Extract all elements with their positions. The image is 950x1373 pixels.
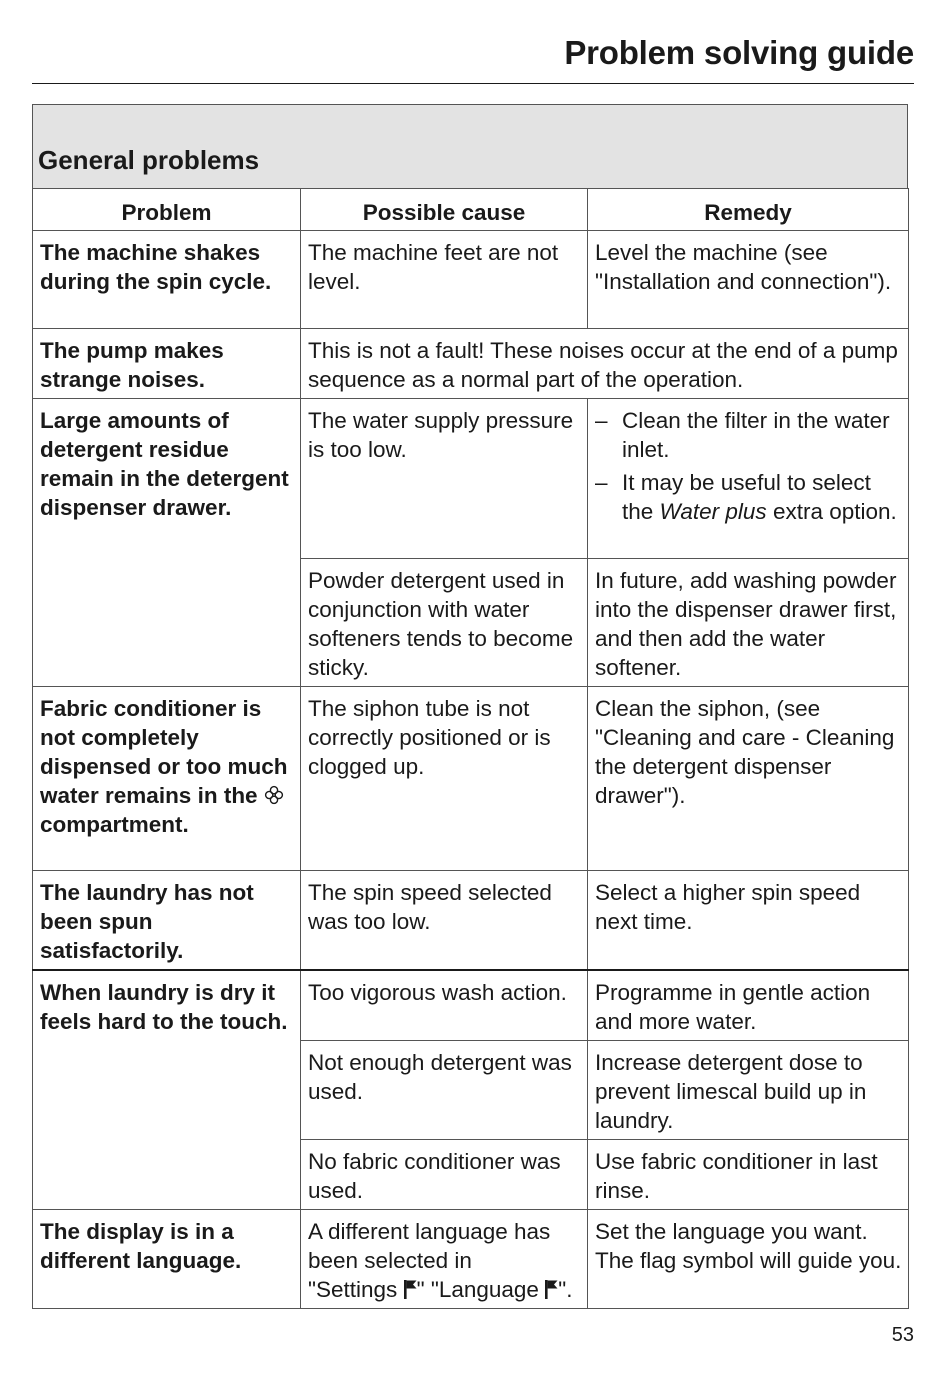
- cause-cell: The spin speed selected was too low.: [301, 871, 588, 971]
- problem-cell: When laundry is dry it feels hard to the touch.: [33, 970, 301, 1210]
- table-row: [33, 329, 909, 399]
- flag-icon: [545, 1279, 558, 1299]
- cause-cell: Too vigorous wash action.: [301, 970, 588, 1041]
- table-row: [33, 687, 909, 871]
- cause-cell: The siphon tube is not correctly positioned or is clogged up.: [301, 687, 588, 871]
- cause-cell: Not enough detergent was used.: [301, 1041, 588, 1140]
- cause-cell: The machine feet are not level.: [301, 231, 588, 329]
- table-row: [33, 399, 909, 559]
- remedy-cell: Clean the siphon, (see "Cleaning and care - Cleaning the detergent dispenser drawer").: [588, 687, 909, 871]
- section-title: General problems: [38, 145, 260, 175]
- remedy-cell: Programme in gentle action and more water.: [588, 970, 909, 1041]
- section-header: [32, 104, 908, 189]
- remedy-cell: Level the machine (see "Installation and connection").: [588, 231, 909, 329]
- cause-text: A different language has been selected in: [308, 1219, 551, 1273]
- cause-cell: The water supply pressure is too low.: [301, 399, 588, 559]
- cause-cell: No fabric conditioner was used.: [301, 1140, 588, 1210]
- problem-cell: The machine shakes during the spin cycle.: [33, 231, 301, 329]
- remedy-cell: Increase detergent dose to prevent limescal build up in laundry.: [588, 1041, 909, 1140]
- table-row: [33, 1210, 909, 1309]
- problem-text: Fabric conditioner is not completely dispensed or too much water remains in the: [40, 696, 288, 808]
- list-item: [595, 468, 902, 526]
- page-title: Problem solving guide: [564, 34, 914, 71]
- problem-text: compartment.: [40, 812, 189, 837]
- table-row: [33, 871, 909, 971]
- cause-cell: Powder detergent used in conjunction with water softeners tends to become sticky.: [301, 559, 588, 687]
- remedy-list: [595, 406, 902, 526]
- option-name: Water plus: [659, 499, 767, 524]
- remedy-cell: In future, add washing powder into the dispenser drawer first, and then add the water softener.: [588, 559, 909, 687]
- column-header-cause: Possible cause: [301, 189, 588, 231]
- remedy-cell: Use fabric conditioner in last rinse.: [588, 1140, 909, 1210]
- column-header-remedy: Remedy: [588, 189, 909, 231]
- problem-cell: The pump makes strange noises.: [33, 329, 301, 399]
- clover-icon: [264, 785, 284, 805]
- list-item: – Clean the filter in the water inlet.: [595, 406, 902, 464]
- table-row: [33, 231, 909, 329]
- page-number: 53: [891, 1324, 914, 1346]
- cause-cell: [301, 1210, 588, 1309]
- remedy-text: It may be useful to select the: [622, 470, 871, 524]
- problem-cell: The laundry has not been spun satisfactorily.: [33, 871, 301, 971]
- quote-mark: ".: [558, 1277, 573, 1302]
- problem-cell: The display is in a different language.: [33, 1210, 301, 1309]
- column-header-problem: Problem: [33, 189, 301, 231]
- remedy-cell: Select a higher spin speed next time.: [588, 871, 909, 971]
- table-row: [33, 970, 909, 1041]
- remedy-cell: [588, 399, 909, 559]
- flag-icon: [404, 1279, 417, 1299]
- note-cell: This is not a fault! These noises occur at the end of a pump sequence as a normal part of the operation.: [301, 329, 909, 399]
- language-label: "Language: [430, 1277, 539, 1302]
- page-header: [32, 30, 914, 84]
- remedy-text: extra option.: [772, 499, 897, 524]
- problem-cell: [33, 687, 301, 871]
- remedy-cell: Set the language you want. The flag symbol will guide you.: [588, 1210, 909, 1309]
- quote-mark: ": [416, 1277, 425, 1302]
- table-header-row: [33, 189, 909, 231]
- settings-label: "Settings: [308, 1277, 398, 1302]
- problem-table: [32, 188, 909, 1309]
- problem-cell: Large amounts of detergent residue remain in the detergent dispenser drawer.: [33, 399, 301, 687]
